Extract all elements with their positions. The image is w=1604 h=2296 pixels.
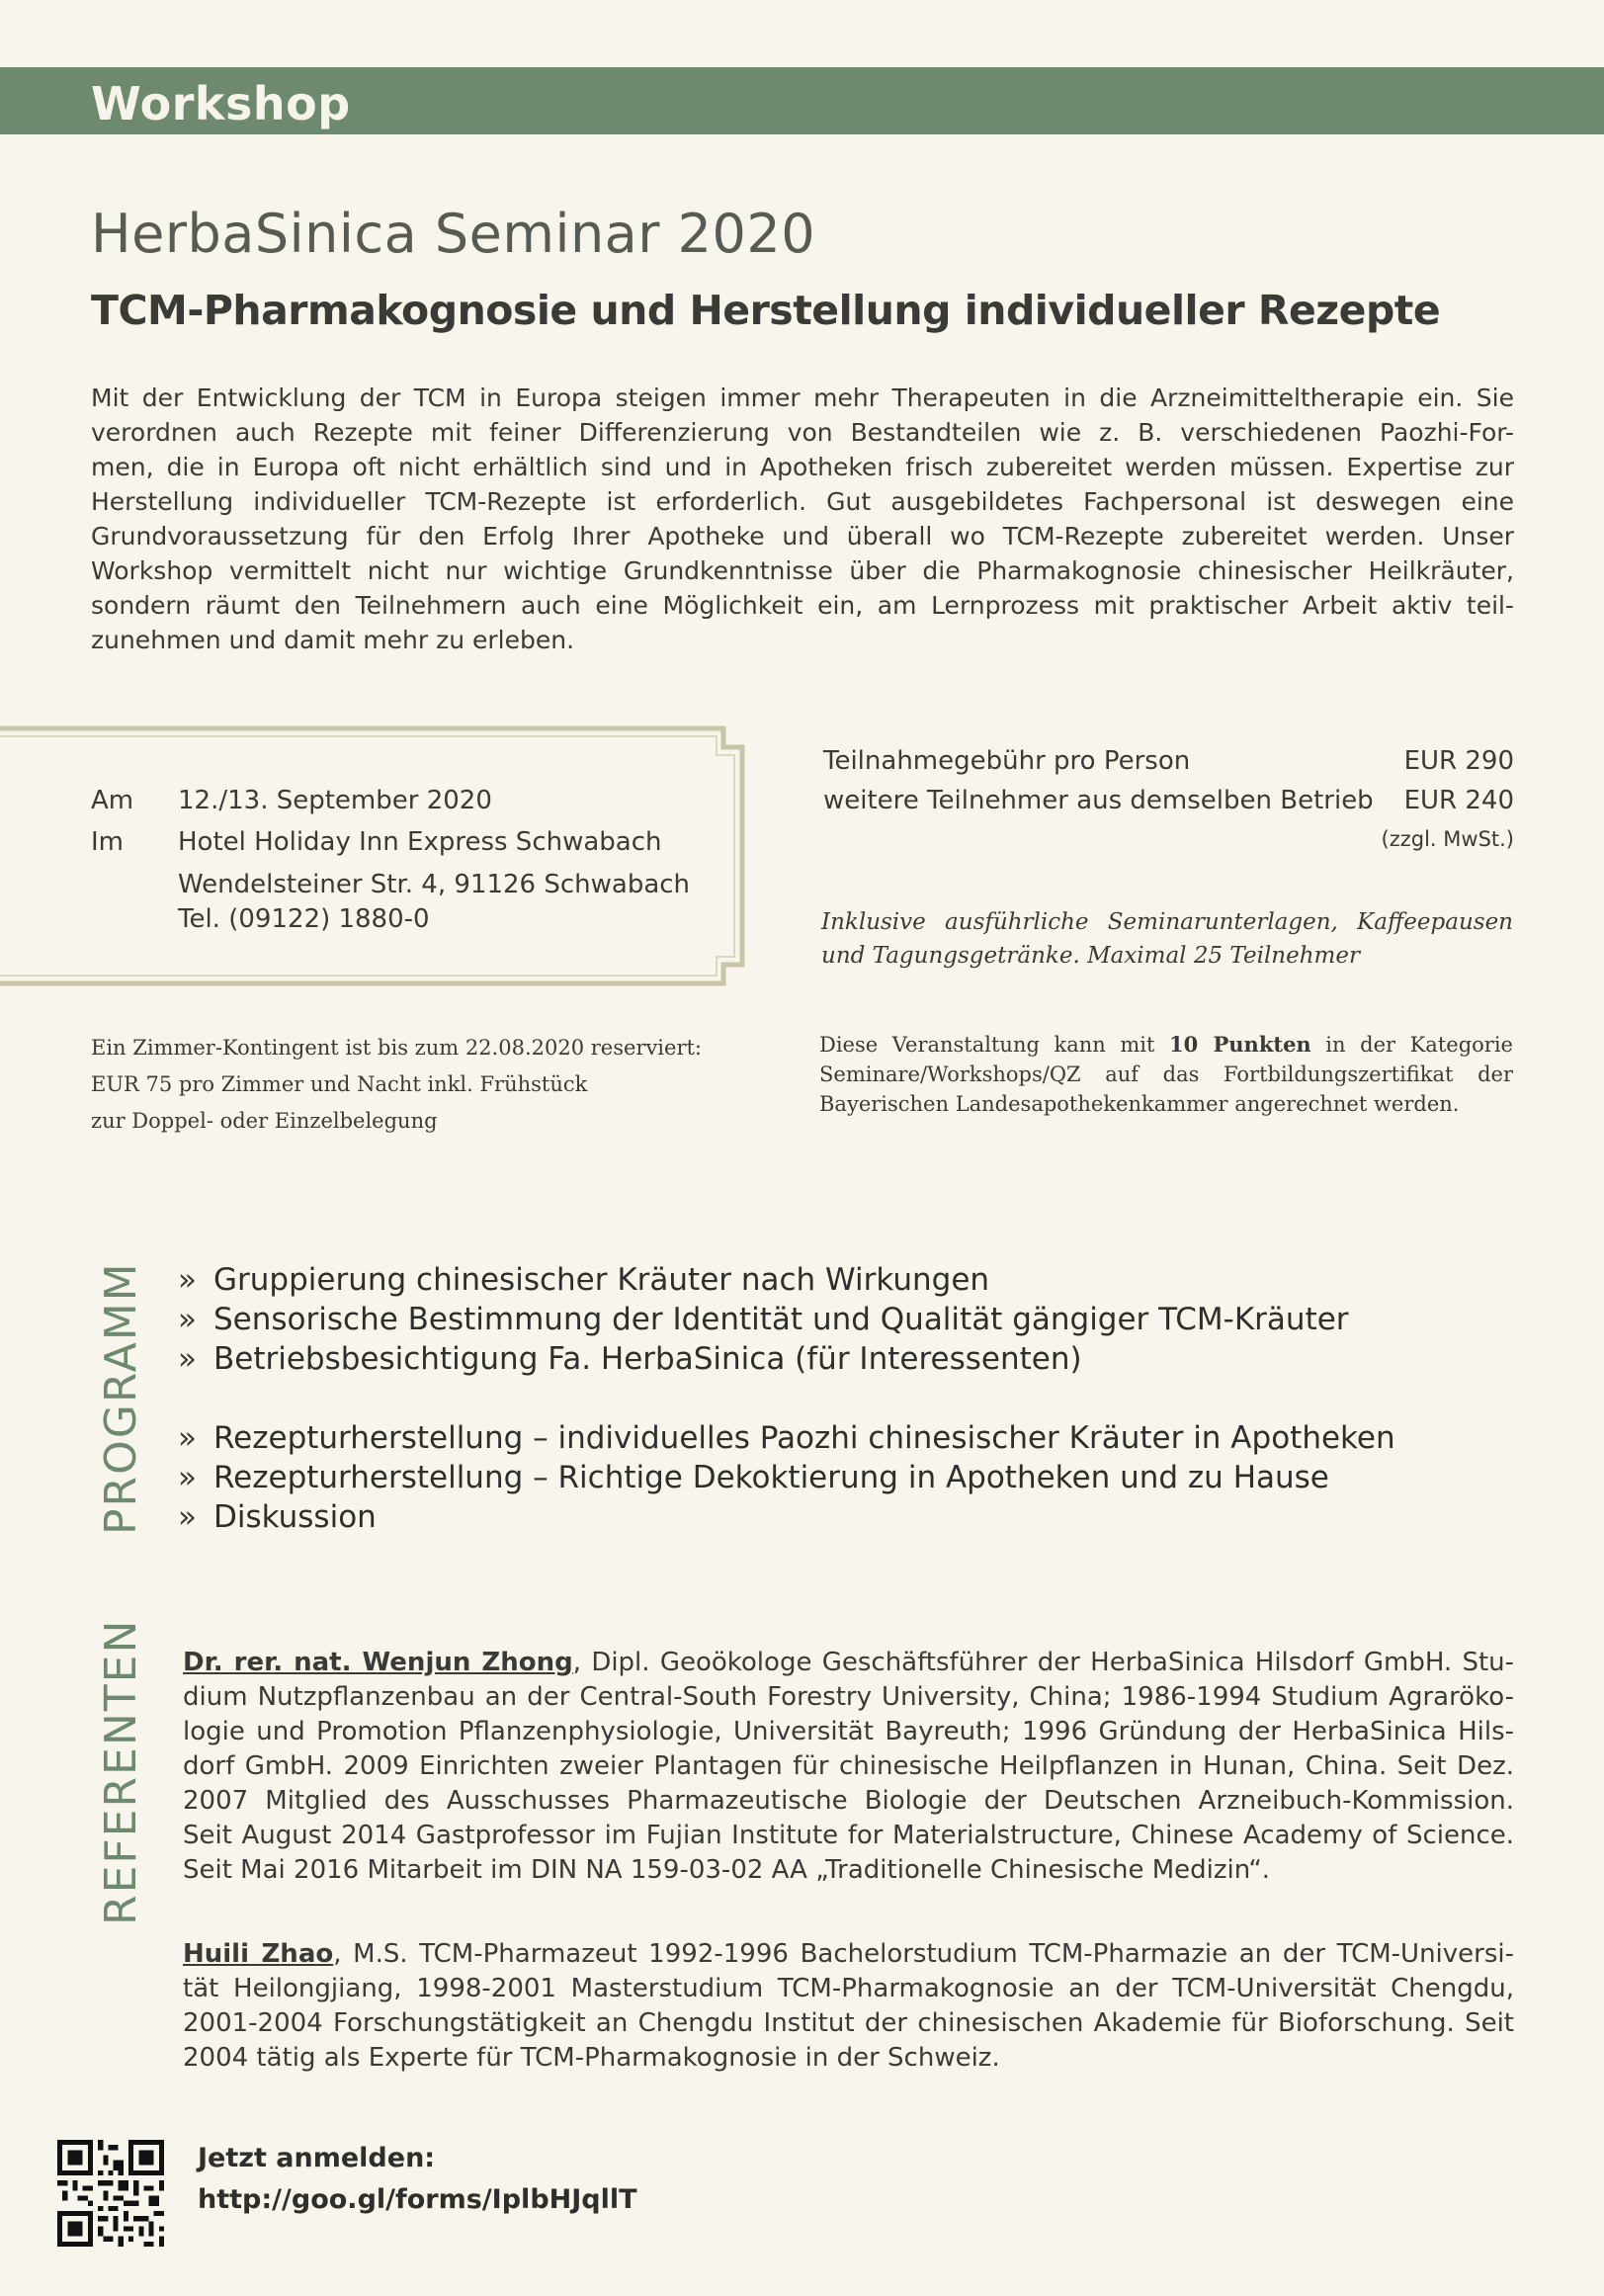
qr-code-icon[interactable] <box>57 2140 164 2247</box>
bio-line: dorf GmbH. 2009 Einrichten zweier Plantagen für chinesische Heilpflanzen in Hunan, China. Seit Dez. <box>183 1751 1514 1781</box>
banner-title: Workshop <box>91 77 351 130</box>
referent-name: Dr. rer. nat. Wenjun Zhong <box>183 1648 573 1677</box>
referent-name: Huili Zhao <box>183 1939 334 1969</box>
bio-line: Seit Mai 2016 Mitarbeit im DIN NA 159-03-02 AA „Traditionelle Chinesische Medizin“. <box>183 1855 1271 1885</box>
hotel-note-line: EUR 75 pro Zimmer und Nacht inkl. Frühstück <box>91 1072 588 1096</box>
programm-item: » Sensorische Bestimmung der Identität und Qualität gängiger TCM-Kräuter <box>178 1302 1349 1337</box>
fee-row1-value: EUR 290 <box>1403 746 1514 776</box>
programm-item: » Diskussion <box>178 1499 377 1535</box>
page-title: HerbaSinica Seminar 2020 <box>91 203 816 265</box>
bio-line: dium Nutzpflanzenbau an der Central-South Forestry University, China; 1986-1994 Studium Agraröko- <box>183 1682 1514 1712</box>
intro-line: Mit der Entwicklung der TCM in Europa steigen immer mehr Therapeuten in die Arzneimitteltherapie ein. Sie <box>91 383 1514 412</box>
intro-line: Herstellung individueller TCM-Rezepte ist erforderlich. Gut ausgebildetes Fachpersonal ist deswegen eine <box>91 487 1514 516</box>
intro-paragraph <box>91 381 1514 657</box>
page-subtitle: TCM-Pharmakognosie und Herstellung individueller Rezepte <box>91 287 1441 334</box>
venue-address: Wendelsteiner Str. 4, 91126 Schwabach <box>178 870 691 899</box>
credits-note <box>819 1030 1513 1119</box>
bio-line: tät Heilongjiang, 1998-2001 Masterstudium TCM-Pharmakognosie an der TCM-Universität Chengdu, <box>183 1974 1514 2003</box>
intro-line: zunehmen und damit mehr zu erleben. <box>91 626 575 654</box>
intro-line: verordnen auch Rezepte mit feiner Differenzierung von Bestandteilen wie z. B. verschiedenen Paozhi-For- <box>91 418 1514 447</box>
credits-line: Bayerischen Landesapothekenkammer angerechnet werden. <box>819 1092 1460 1116</box>
date-label: Am <box>91 786 134 815</box>
hotel-note-line: Ein Zimmer-Kontingent ist bis zum 22.08.2020 reserviert: <box>91 1036 703 1060</box>
inclusive-note-line1: Inklusive ausführliche Seminarunterlagen, Kaffeepausen <box>821 909 1513 935</box>
programm-label: PROGRAMM <box>96 1261 146 1535</box>
referent-bio-zhao <box>183 1937 1514 2076</box>
bio-line: Huili Zhao, M.S. TCM-Pharmazeut 1992-1996 Bachelorstudium TCM-Pharmazie an der TCM-Universi- <box>183 1939 1515 1969</box>
inclusive-note-line2: und Tagungsgetränke. Maximal 25 Teilnehmer <box>821 943 1360 969</box>
credits-line: Seminare/Workshops/QZ auf das Fortbildungszertifikat der <box>819 1063 1513 1086</box>
date-value: 12./13. September 2020 <box>178 786 492 815</box>
credits-line: Diese Veranstaltung kann mit 10 Punkten in der Kategorie <box>819 1032 1513 1057</box>
fee-row1-label: Teilnahmegebühr pro Person <box>823 746 1191 776</box>
bio-line: logie und Promotion Pflanzenphysiologie, Universität Bayreuth; 1996 Gründung der HerbaSinica Hils- <box>183 1717 1514 1746</box>
intro-line: Workshop vermittelt nicht nur wichtige Grundkenntnisse über die Pharmakognosie chinesischer Heilkräuter, <box>91 556 1514 585</box>
programm-item: » Gruppierung chinesischer Kräuter nach Wirkungen <box>178 1262 990 1298</box>
bio-line: 2004 tätig als Experte für TCM-Pharmakognosie in der Schweiz. <box>183 2043 1000 2073</box>
bio-line: 2007 Mitglied des Ausschusses Pharmazeutische Biologie der Deutschen Arzneibuch-Kommission. <box>183 1786 1514 1816</box>
intro-line: sondern räumt den Teilnehmern auch eine Möglichkeit ein, am Lernprozess mit praktischer Arbeit aktiv teil- <box>91 591 1514 620</box>
venue-phone: Tel. (09122) 1880-0 <box>178 904 430 934</box>
programm-item: » Rezepturherstellung – individuelles Paozhi chinesischer Kräuter in Apotheken <box>178 1420 1395 1456</box>
bio-line: 2001-2004 Forschungstätigkeit an Chengdu Institut der chinesischen Akademie für Bioforschung. Seit <box>183 2008 1514 2038</box>
hotel-note <box>91 1030 702 1140</box>
venue-name: Hotel Holiday Inn Express Schwabach <box>178 827 662 857</box>
signup-label: Jetzt anmelden: <box>198 2143 436 2173</box>
fee-row2-label: weitere Teilnehmer aus demselben Betrieb <box>823 786 1374 815</box>
bio-line: Dr. rer. nat. Wenjun Zhong, Dipl. Geoökologe Geschäftsführer der HerbaSinica Hilsdorf GmbH. Stu- <box>183 1648 1515 1677</box>
hotel-note-line: zur Doppel- oder Einzelbelegung <box>91 1109 438 1133</box>
intro-line: men, die in Europa oft nicht erhältlich sind und in Apotheken frisch zubereitet werden müssen. Expertise zur <box>91 453 1514 481</box>
tax-note: (zzgl. MwSt.) <box>1381 827 1514 851</box>
programm-item: » Betriebsbesichtigung Fa. HerbaSinica (für Interessenten) <box>178 1341 1082 1377</box>
intro-line: Grundvoraussetzung für den Erfolg Ihrer Apotheke und überall wo TCM-Rezepte zubereitet werden. Unser <box>91 522 1514 551</box>
fee-row2-value: EUR 240 <box>1403 786 1514 815</box>
signup-link[interactable]: http://goo.gl/forms/IplbHJqllT <box>198 2184 637 2215</box>
referenten-label: REFERENTEN <box>96 1618 146 1925</box>
credits-points: 10 Punkten <box>1169 1032 1311 1057</box>
bio-line: Seit August 2014 Gastprofessor im Fujian Institute for Materialstructure, Chinese Academy of Science. <box>183 1821 1514 1850</box>
venue-label: Im <box>91 827 124 857</box>
programm-item: » Rezepturherstellung – Richtige Dekoktierung in Apotheken und zu Hause <box>178 1460 1329 1495</box>
referent-bio-zhong <box>183 1646 1514 1888</box>
